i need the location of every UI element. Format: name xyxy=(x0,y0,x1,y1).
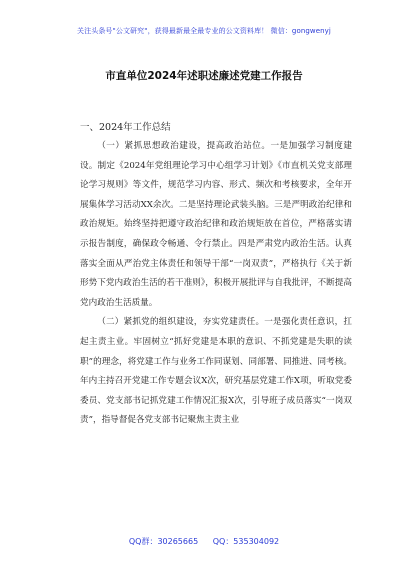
section-heading: 一、2024年工作总结 xyxy=(80,122,171,133)
document-title: 市直单位2024年述职述廉述党建工作报告 xyxy=(105,70,303,82)
footer-contact xyxy=(0,536,408,547)
top-banner: 关注头条号"公文研究"，获得最新最全最专业的公文资料库！ 微信：gongwenyj xyxy=(77,27,331,35)
paragraph-2: （二）紧抓党的组织建设，夯实党建责任。一是强化责任意识，扛起主责主业。牢固树立“抓好党建是本职的意识、不抓党建是失职的读职”的理念，将党建工作与业务工作同谋划、同部署、同推进、同考核。年内主持召开党建工作专题会议X次，研究基层党建工作X项，听取党委委员、党支部书记抓党建工作情况汇报X次，引导班子成员落实“一岗双责”，指导督促各党支部书记聚焦主责主业 xyxy=(80,317,352,426)
document-body xyxy=(80,137,352,431)
paragraph-1: （一）紧抓思想政治建设，提高政治站位。一是加强学习制度建设。制定《2024年党组理论学习中心组学习计划》《市直机关党支部理论学习规则》等文件，规范学习内容、形式、频次和考核要求，全年开展集体学习活动XX余次。二是坚持理论武装头脑。三是严明政治纪律和政治规矩。始终坚持把遵守政治纪律和政治规矩放在首位，严格落实请示报告制度，确保政令畅通、令行禁止。四是严肃党内政治生活。认真落实全面从严治党主体责任和领导干部“一岗双责”，严格执行《关于新形势下党内政治生活的若干准则》，积极开展批评与自我批评，不断提高党内政治生活质量。 xyxy=(80,141,352,308)
qq-group-text: QQ群：30265665 xyxy=(128,537,199,546)
qq-number-text: QQ：535304092 xyxy=(212,537,280,546)
